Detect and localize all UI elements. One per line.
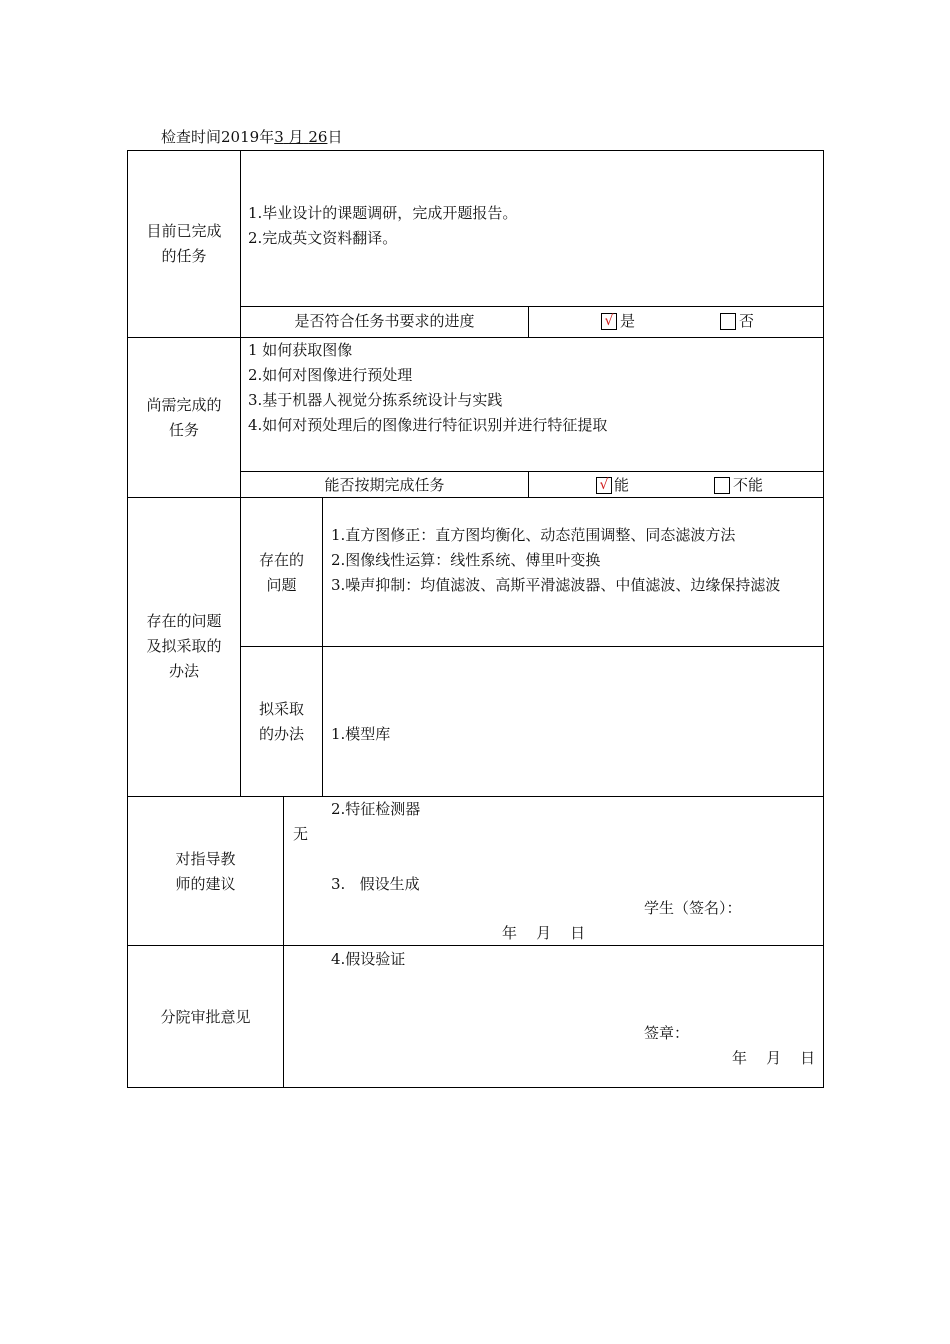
method-item: 4.假设验证 <box>331 950 406 968</box>
remaining-question-rule <box>240 471 824 472</box>
remaining-task-list <box>248 338 607 438</box>
completed-task-list <box>248 201 517 251</box>
problems-label-line1: 存在的问题 <box>146 612 222 630</box>
check-time-label: 检查时间 <box>161 128 222 146</box>
progress-no-label: 否 <box>739 312 755 330</box>
advice-label-line1: 对指导教 <box>175 850 236 868</box>
schedule-question: 能否按期完成任务 <box>324 476 445 494</box>
section-divider-4 <box>127 945 824 946</box>
advice-date: 年 月 日 <box>502 924 586 942</box>
methods-label-line2: 的办法 <box>258 725 304 743</box>
issues-label <box>241 548 322 598</box>
schedule-no-label: 不能 <box>733 476 764 494</box>
progress-no-checkbox[interactable] <box>720 313 736 330</box>
approval-seal-label: 签章： <box>644 1024 690 1042</box>
remaining-task-item: 2.如何对图像进行预处理 <box>248 366 413 384</box>
schedule-no-checkbox[interactable] <box>714 477 730 494</box>
table-border-right <box>823 150 824 1088</box>
completed-task-item: 2.完成英文资料翻译。 <box>248 229 398 247</box>
methods-label-line1: 拟采取 <box>258 700 304 718</box>
issues-label-line1: 存在的 <box>258 551 304 569</box>
progress-question: 是否符合任务书要求的进度 <box>294 312 475 330</box>
issue-item: 1.直方图修正：直方图均衡化、动态范围调整、同态滤波方法 <box>331 526 736 544</box>
remaining-task-item: 1 如何获取图像 <box>248 341 353 359</box>
remaining-task-item: 4.如何对预处理后的图像进行特征识别并进行特征提取 <box>248 416 608 434</box>
issues-label-line2: 问题 <box>266 576 297 594</box>
problems-label-line3: 办法 <box>168 662 199 680</box>
check-time-year-suffix: 年 <box>259 128 275 146</box>
check-mark-icon: √ <box>604 313 614 329</box>
table-border-top <box>127 150 824 151</box>
check-time-month-value: 3 <box>274 128 284 146</box>
lower-label-column-divider <box>283 796 284 1088</box>
remaining-question-divider <box>528 471 529 498</box>
problems-label <box>128 609 240 684</box>
completed-label <box>128 219 240 269</box>
completed-task-item: 1.毕业设计的课题调研，完成开题报告。 <box>248 204 518 222</box>
section-divider-3 <box>127 796 824 797</box>
completed-label-line1: 目前已完成 <box>146 222 222 240</box>
check-time-day-suffix: 日 <box>327 128 343 146</box>
approval-date: 年 月 日 <box>732 1049 816 1067</box>
table-border-bottom <box>127 1087 824 1088</box>
remaining-label <box>128 393 240 443</box>
advice-label <box>128 847 283 897</box>
problems-methods-rule <box>240 646 824 647</box>
check-time-year: 2019 <box>221 128 260 146</box>
check-time-day-value: 26 <box>308 128 328 146</box>
completed-label-line2: 的任务 <box>161 247 207 265</box>
advice-content: 无 <box>293 825 309 843</box>
check-mark-icon: √ <box>599 477 609 493</box>
completed-question-rule <box>240 306 824 307</box>
schedule-yes-label: 能 <box>614 476 630 494</box>
method-item: 2.特征检测器 <box>331 800 421 818</box>
issues-list <box>331 523 819 598</box>
remaining-label-line2: 任务 <box>168 421 199 439</box>
methods-list <box>331 672 420 1022</box>
issue-item: 2.图像线性运算：线性系统、傅里叶变换 <box>331 551 601 569</box>
check-time-month-suffix: 月 <box>288 128 304 146</box>
progress-yes-label: 是 <box>620 312 636 330</box>
approval-label: 分院审批意见 <box>160 1008 251 1026</box>
advice-label-line2: 师的建议 <box>175 875 236 893</box>
methods-label <box>241 697 322 747</box>
student-signature-label: 学生（签名）： <box>644 899 742 917</box>
method-item: 1.模型库 <box>331 725 391 743</box>
remaining-task-item: 3.基于机器人视觉分拣系统设计与实践 <box>248 391 503 409</box>
remaining-label-line1: 尚需完成的 <box>146 396 222 414</box>
completed-question-divider <box>528 306 529 338</box>
issue-item: 3.噪声抑制：均值滤波、高斯平滑滤波器、中值滤波、边缘保持滤波 <box>331 576 781 594</box>
method-item: 3. 假设生成 <box>331 875 420 893</box>
problems-label-line2: 及拟采取的 <box>146 637 222 655</box>
